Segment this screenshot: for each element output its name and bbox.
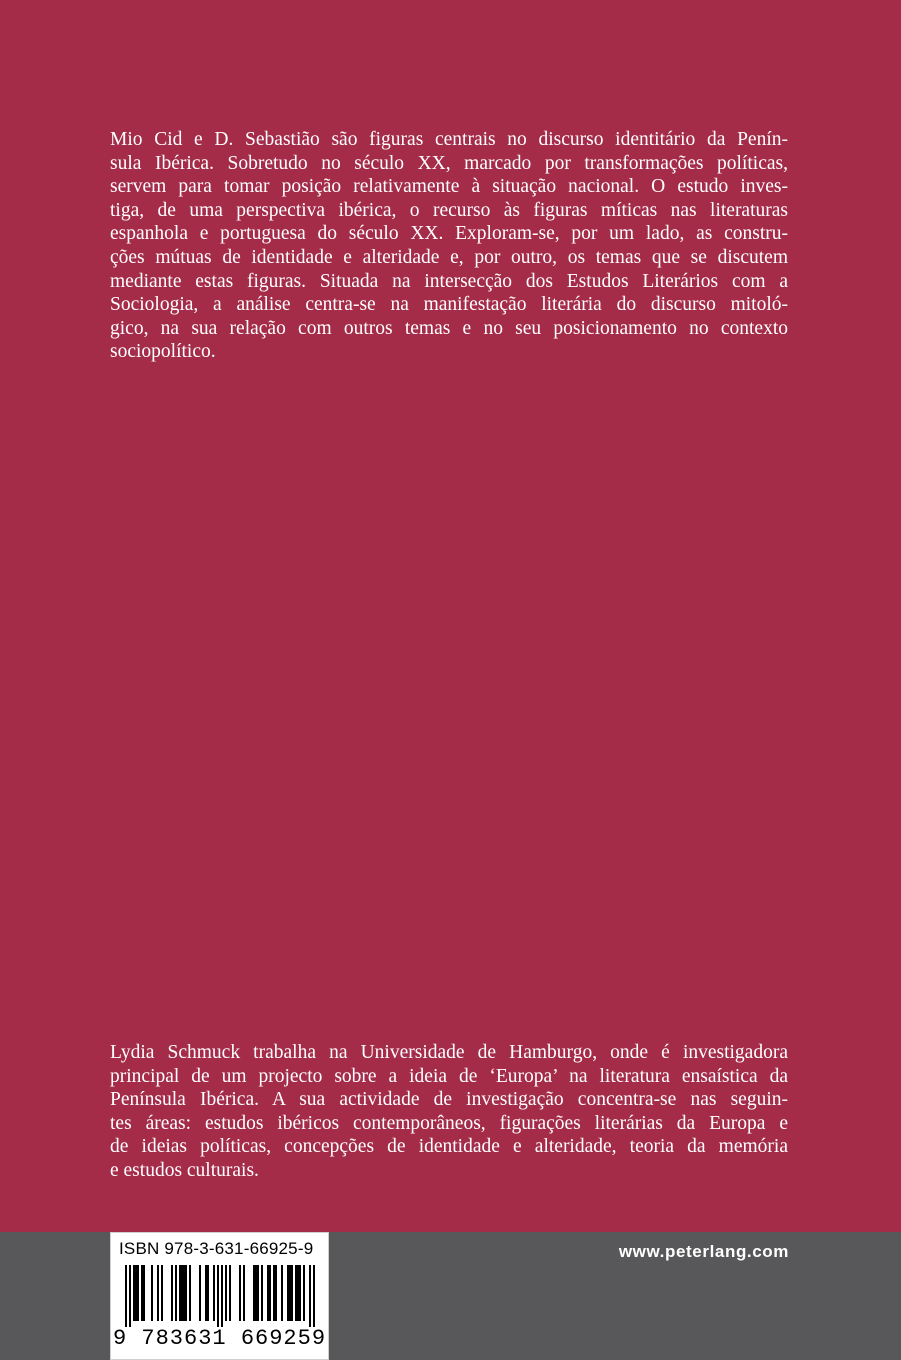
barcode-digits: 9 783631 669259 [113,1326,327,1351]
barcode-bar [267,1265,269,1321]
barcode-bar [157,1265,159,1321]
barcode-bar [297,1265,299,1321]
barcode-bar [273,1265,275,1321]
barcode-bar [207,1265,209,1321]
bio-line: de ideias políticas, concepções de identidade e alteridade, teoria da memória [110,1136,788,1158]
bio-line: Península Ibérica. A sua actividade de investigação concentra-se nas seguin- [110,1089,788,1111]
barcode-bar [255,1265,257,1321]
barcode-bar [189,1265,191,1321]
description-line: espanhola e portuguesa do século XX. Exploram-se, por um lado, as constru- [110,223,788,245]
bio-line: tes áreas: estudos ibéricos contemporâneos, figurações literárias da Europa e [110,1112,788,1134]
description-line: Sociologia, a análise centra-se na manifestação literária do discurso mitoló- [110,294,788,316]
barcode-bar [217,1265,219,1327]
barcode-bar [205,1265,207,1321]
barcode-bar [143,1265,145,1321]
barcode-bar [295,1265,297,1321]
barcode-bar [213,1265,215,1321]
barcode-bar [313,1265,315,1327]
barcode-bar [303,1265,305,1321]
barcode-bar [243,1265,245,1321]
description-line: sula Ibérica. Sobretudo no século XX, marcado por transformações políticas, [110,152,788,174]
barcode-bar [141,1265,143,1321]
description-line: ções mútuas de identidade e alteridade e, por outro, os temas que se discutem [110,246,788,268]
description-line: gico, na sua relação com outros temas e no seu posicionamento no contexto [110,317,788,339]
description-line: servem para tomar posição relativamente à situação nacional. O estudo inves- [110,176,788,198]
barcode-bar [221,1265,223,1327]
description-line: tiga, de uma perspectiva ibérica, o recurso às figuras míticas nas literaturas [110,199,788,221]
description-line: sociopolítico. [110,341,216,363]
barcode-bar [129,1265,131,1327]
author-bio [110,1041,788,1183]
barcode-bar [289,1265,291,1321]
barcode-bar [185,1265,187,1321]
bio-line: Lydia Schmuck trabalha na Universidade de Hamburgo, onde é investigadora [110,1042,788,1063]
barcode-bars [125,1265,316,1327]
barcode-bar [125,1265,127,1327]
barcode-bar [137,1265,139,1321]
barcode-bar [175,1265,177,1321]
isbn-barcode [110,1232,329,1360]
description-line: mediante estas figuras. Situada na intersecção dos Estudos Literários com a [110,270,788,292]
barcode-bar [199,1265,201,1321]
barcode-bar [281,1265,283,1321]
barcode-bar [225,1265,227,1321]
barcode-bar [291,1265,293,1321]
book-description [110,128,788,364]
barcode-bar [133,1265,135,1321]
barcode-bar [299,1265,301,1321]
barcode-bar [181,1265,183,1321]
barcode-bar [161,1265,163,1321]
isbn-label: ISBN 978-3-631-66925-9 [119,1239,314,1258]
barcode-bar [239,1265,241,1321]
publisher-url[interactable]: www.peterlang.com [618,1242,789,1261]
barcode-bar [151,1265,153,1321]
barcode-bar [183,1265,185,1321]
bio-line: principal de um projecto sobre a ideia de ‘Europa’ na literatura ensaística da [110,1065,788,1087]
bio-line: e estudos culturais. [110,1159,259,1181]
barcode-bar [135,1265,137,1321]
barcode-bar [309,1265,311,1327]
barcode-bar [275,1265,277,1321]
barcode-bar [261,1265,263,1321]
barcode-bar [171,1265,173,1321]
barcode-bar [287,1265,289,1321]
description-line: Mio Cid e D. Sebastião são figuras centrais no discurso identitário da Penín- [110,129,788,150]
barcode-bar [229,1265,231,1321]
barcode-bar [257,1265,259,1321]
barcode-bar [269,1265,271,1321]
barcode-bar [253,1265,255,1321]
barcode-bar [179,1265,181,1321]
